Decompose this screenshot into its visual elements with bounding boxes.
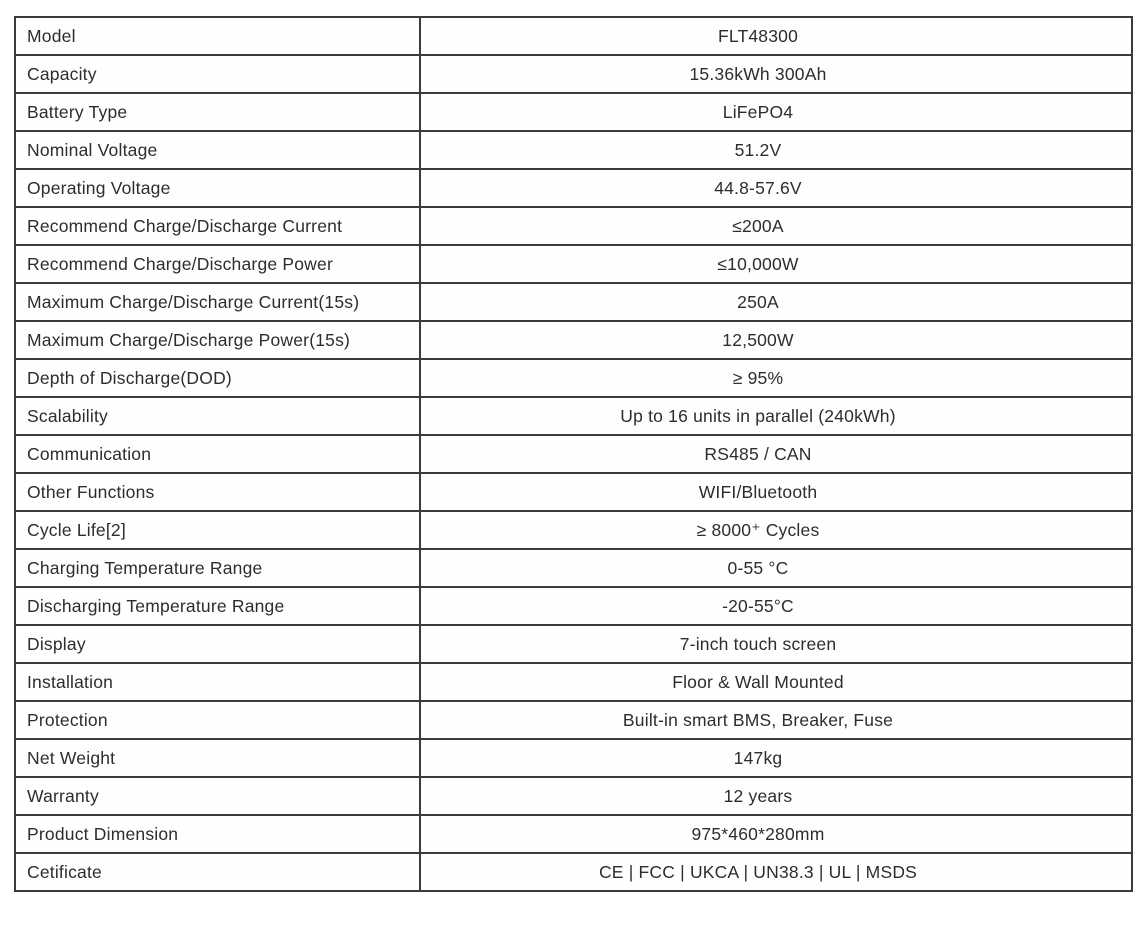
spec-label: Other Functions <box>15 473 420 511</box>
spec-label: Scalability <box>15 397 420 435</box>
table-row <box>15 131 1132 169</box>
spec-table-body <box>15 17 1132 891</box>
spec-value: ≤200A <box>420 207 1132 245</box>
table-row <box>15 55 1132 93</box>
spec-value: Built-in smart BMS, Breaker, Fuse <box>420 701 1132 739</box>
spec-value: 12 years <box>420 777 1132 815</box>
table-row <box>15 397 1132 435</box>
spec-label: Communication <box>15 435 420 473</box>
table-row <box>15 777 1132 815</box>
spec-value: 0-55 °C <box>420 549 1132 587</box>
spec-label: Model <box>15 17 420 55</box>
spec-label: Protection <box>15 701 420 739</box>
spec-label: Charging Temperature Range <box>15 549 420 587</box>
table-row <box>15 549 1132 587</box>
spec-value: LiFePO4 <box>420 93 1132 131</box>
table-row <box>15 511 1132 549</box>
spec-label: Depth of Discharge(DOD) <box>15 359 420 397</box>
table-row <box>15 473 1132 511</box>
table-row <box>15 321 1132 359</box>
spec-label: Battery Type <box>15 93 420 131</box>
table-row <box>15 663 1132 701</box>
spec-value: 12,500W <box>420 321 1132 359</box>
spec-value: -20-55°C <box>420 587 1132 625</box>
spec-label: Capacity <box>15 55 420 93</box>
spec-value: 44.8-57.6V <box>420 169 1132 207</box>
spec-label: Operating Voltage <box>15 169 420 207</box>
spec-value: 250A <box>420 283 1132 321</box>
table-row <box>15 739 1132 777</box>
spec-label: Maximum Charge/Discharge Power(15s) <box>15 321 420 359</box>
spec-value: WIFI/Bluetooth <box>420 473 1132 511</box>
spec-value: CE | FCC | UKCA | UN38.3 | UL | MSDS <box>420 853 1132 891</box>
spec-value: ≥ 95% <box>420 359 1132 397</box>
table-row <box>15 435 1132 473</box>
table-row <box>15 283 1132 321</box>
spec-label: Installation <box>15 663 420 701</box>
spec-label: Net Weight <box>15 739 420 777</box>
table-row <box>15 359 1132 397</box>
spec-value: ≤10,000W <box>420 245 1132 283</box>
battery-spec-table <box>14 16 1133 892</box>
spec-value: 975*460*280mm <box>420 815 1132 853</box>
spec-label: Cetificate <box>15 853 420 891</box>
spec-value: 147kg <box>420 739 1132 777</box>
table-row <box>15 815 1132 853</box>
spec-value: FLT48300 <box>420 17 1132 55</box>
table-row <box>15 625 1132 663</box>
table-row <box>15 587 1132 625</box>
table-row <box>15 169 1132 207</box>
spec-value: Up to 16 units in parallel (240kWh) <box>420 397 1132 435</box>
spec-label: Discharging Temperature Range <box>15 587 420 625</box>
spec-label: Recommend Charge/Discharge Power <box>15 245 420 283</box>
spec-label: Cycle Life[2] <box>15 511 420 549</box>
table-row <box>15 17 1132 55</box>
spec-label: Recommend Charge/Discharge Current <box>15 207 420 245</box>
table-row <box>15 853 1132 891</box>
spec-label: Nominal Voltage <box>15 131 420 169</box>
table-row <box>15 207 1132 245</box>
spec-label: Display <box>15 625 420 663</box>
spec-value: Floor & Wall Mounted <box>420 663 1132 701</box>
table-row <box>15 701 1132 739</box>
spec-label: Product Dimension <box>15 815 420 853</box>
spec-label: Maximum Charge/Discharge Current(15s) <box>15 283 420 321</box>
spec-value: RS485 / CAN <box>420 435 1132 473</box>
spec-value: ≥ 8000⁺ Cycles <box>420 511 1132 549</box>
spec-value: 15.36kWh 300Ah <box>420 55 1132 93</box>
spec-label: Warranty <box>15 777 420 815</box>
table-row <box>15 245 1132 283</box>
table-row <box>15 93 1132 131</box>
spec-value: 7-inch touch screen <box>420 625 1132 663</box>
spec-value: 51.2V <box>420 131 1132 169</box>
